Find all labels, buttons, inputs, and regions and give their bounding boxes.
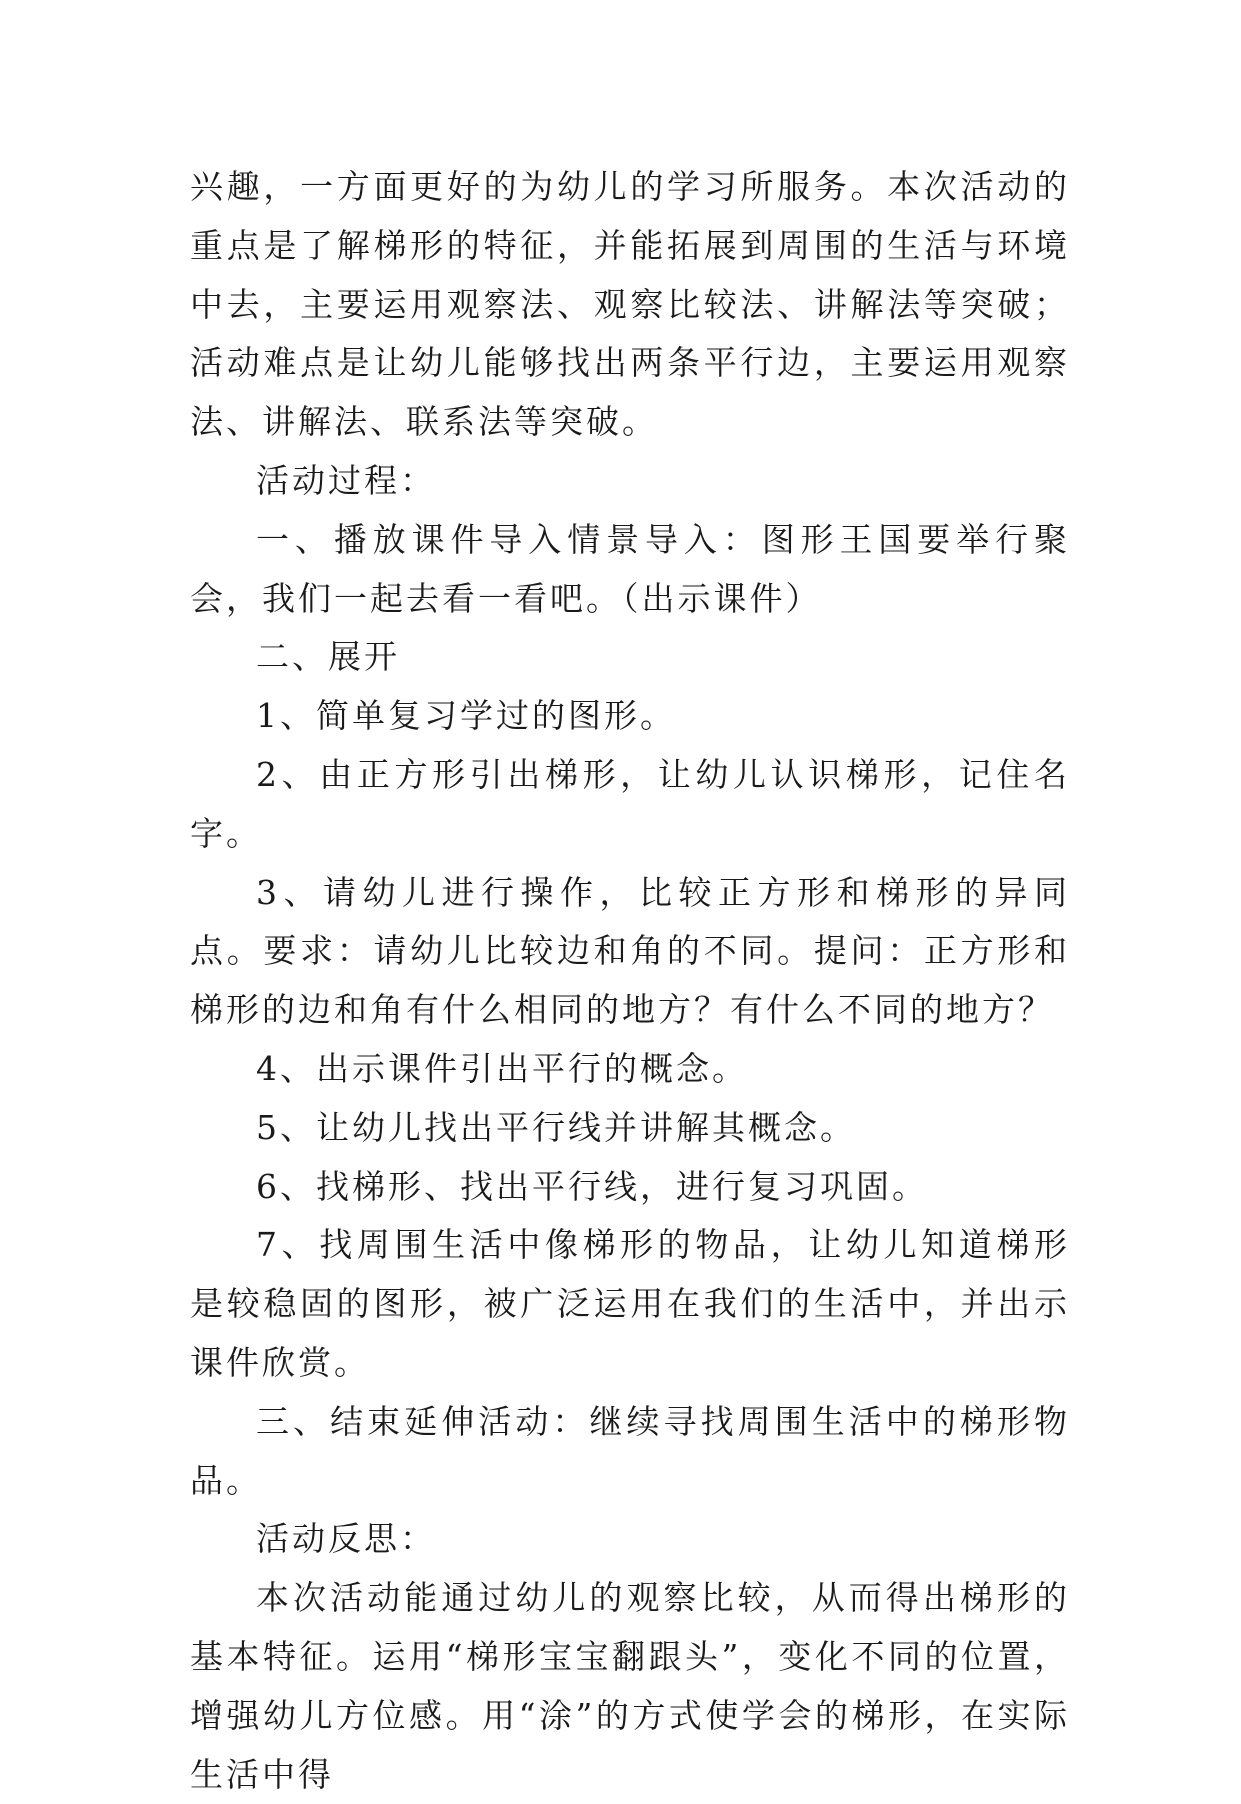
paragraph: 二、展开 (256, 637, 400, 677)
paragraph: 6、找梯形、找出平行线，进行复习巩固。 (256, 1166, 928, 1206)
paragraph: 7、找周围生活中像梯形的物品，让幼儿知道梯形是较稳固的图形，被广泛运用在我们的生活中，并出示课件欣赏。 (190, 1225, 1070, 1382)
paragraph: 活动反思： (256, 1519, 436, 1559)
paragraph: 4、出示课件引出平行的概念。 (256, 1048, 748, 1088)
paragraph: 活动过程： (256, 460, 436, 500)
paragraph: 兴趣，一方面更好的为幼儿的学习所服务。本次活动的重点是了解梯形的特征，并能拓展到周围的生活与环境中去，主要运用观察法、观察比较法、讲解法等突破；活动难点是让幼儿能够找出两条平行边，主要运用观察法、讲解法、联系法等突破。 (190, 167, 1070, 442)
paragraph: 1、简单复习学过的图形。 (256, 696, 676, 736)
paragraph: 5、让幼儿找出平行线并讲解其概念。 (256, 1107, 856, 1147)
paragraph: 本次活动能通过幼儿的观察比较，从而得出梯形的基本特征。运用“梯形宝宝翻跟头”，变化不同的位置，增强幼儿方位感。用“涂”的方式使学会的梯形，在实际生活中得 (190, 1578, 1070, 1794)
paragraph: 一、播放课件导入情景导入：图形王国要举行聚会，我们一起去看一看吧。（出示课件） (190, 519, 1070, 618)
document-body (190, 158, 1070, 1804)
paragraph: 3、请幼儿进行操作，比较正方形和梯形的异同点。要求：请幼儿比较边和角的不同。提问：正方形和梯形的边和角有什么相同的地方？有什么不同的地方？ (190, 872, 1070, 1030)
paragraph: 2、由正方形引出梯形，让幼儿认识梯形，记住名字。 (190, 754, 1070, 853)
paragraph: 三、结束延伸活动：继续寻找周围生活中的梯形物品。 (190, 1401, 1070, 1500)
